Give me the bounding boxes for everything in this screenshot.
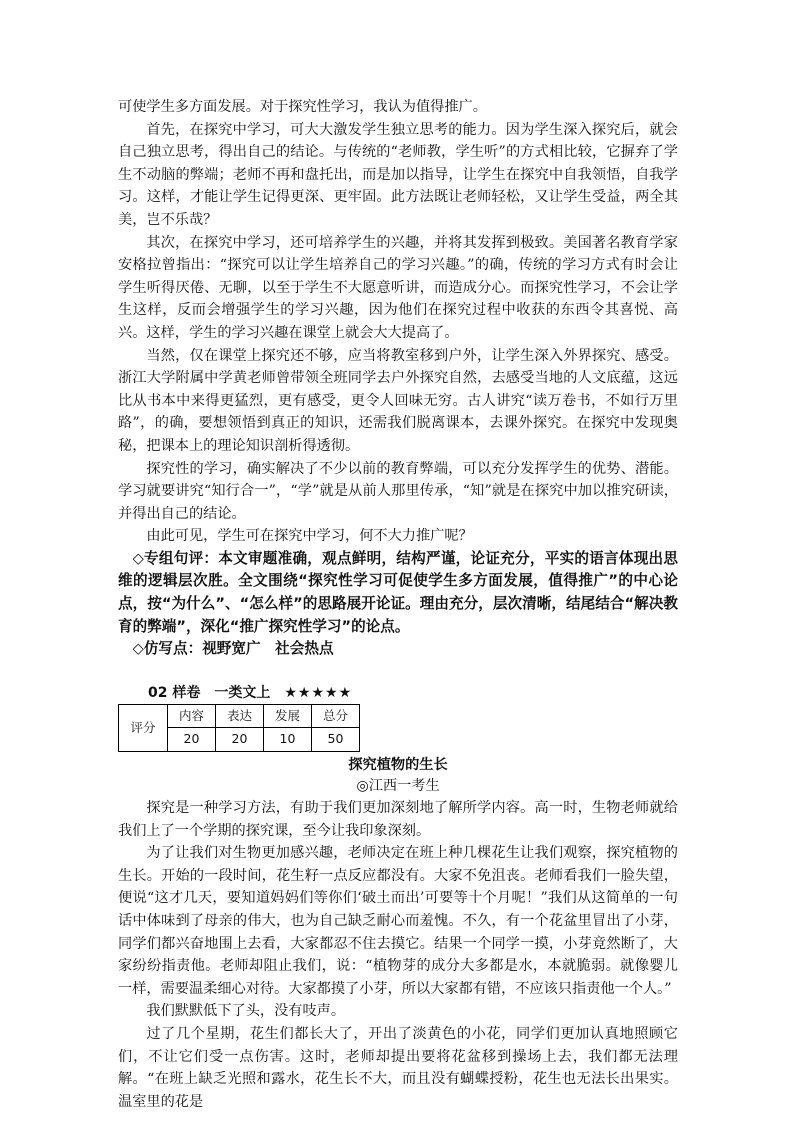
score-value-cell: 20 [168,728,216,752]
essay-one-paragraph: 当然，仅在课堂上探究还不够，应当将教室移到户外，让学生深入外界探究、感受。浙江大学附属中学黄老师曾带领全班同学去户外探究自然，去感受当地的人文底蕴，这远比从书本中来得更猛烈，更有感受，更令人回味无穷。古人讲究“读万卷书，不如行万里路”，的确，要想领悟到真正的知识，还需我们脱离课本，去课外探究。在探究中发现奥秘，把课本上的理论知识剖析得透彻。 [118,347,678,454]
score-value-cell: 20 [216,728,264,752]
score-header-cell: 表达 [216,704,264,728]
score-value-cell: 50 [312,728,360,752]
essay-one-paragraph: 由此可见，学生可在探究中学习，何不大力推广呢？ [146,528,473,545]
sample-label: 02 样卷 一类文上 [148,684,271,701]
essay-two-paragraph: 探究是一种学习方法，有助于我们更加深刻地了解所学内容。高一时，生物老师就给我们上了一个学期的探究课，至今让我印象深刻。 [118,800,678,839]
essay-one-paragraph: 可使学生多方面发展。对于探究性学习，我认为值得推广。 [118,99,487,115]
essay-two-paragraph: 为了让我们对生物更加感兴趣，老师决定在班上种几棵花生让我们观察，探究植物的生长。开始的一段时间，花生籽一点反应都没有。大家不免沮丧。老师看我们一脸失望，便说“这才几天，要知道妈妈们等你们‘破土而出’可要等十个月呢！”我们从这简单的一句话中体味到了母亲的伟大，也为自己缺乏耐心而羞愧。不久，有一个花盆里冒出了小芽，同学们都兴奋地围上去看，大家都忍不住去摸它。结果一个同学一摸，小芽竟然断了，大家纷纷指责他。老师却阻止我们，说：“植物芽的成分大多都是水，本就脆弱。就像婴儿一样，需要温柔细心对待。大家都摸了小芽，所以大家都有错，不应该只指责他一个人。” [118,845,678,997]
score-table [118,704,360,752]
essay-two [118,797,678,1113]
score-value-cell: 10 [264,728,312,752]
score-table-header-row [119,704,360,728]
essay-one [118,96,678,548]
sample-heading [118,683,678,703]
critique-comment: ◇专组句评：本文审题准确，观点鲜明，结构严谨，论证充分，平实的语言体现出思维的逻辑层次胜。全文围绕“探究性学习可促使学生多方面发展，值得推广”的中心论点，按“为什么”、“怎么样”的思路展开论证。理由充分，层次清晰，结尾结合“解决教育的弊端”，深化“推广探究性学习”的论点。 [118,549,678,635]
score-row-label: 评分 [119,704,168,751]
essay-two-author: ◎江西一考生 [356,778,440,795]
essay-one-paragraph: 探究性的学习，确实解决了不少以前的教育弊端，可以充分发挥学生的优势、潜能。学习就要讲究“知行合一”，“学”就是从前人那里传承，“知”就是在探究中加以推究研读，并得出自己的结论。 [118,460,678,522]
essay-two-paragraph: 过了几个星期，花生们都长大了，开出了淡黄色的小花，同学们更加认真地照顾它们，不让它们受一点伤害。这时，老师却提出要将花盆移到操场上去，我们都无法理解。“在班上缺乏光照和露水，花生长不大，而且没有蝴蝶授粉，花生也无法长出果实。温室里的花是 [118,1025,678,1110]
document-page [118,96,678,1113]
essay-two-paragraph: 我们默默低下了头，没有吱声。 [146,1003,346,1020]
essay-one-paragraph: 其次，在探究中学习，还可培养学生的兴趣，并将其发挥到极致。美国著名教育学家安格拉曾指出：“探究可以让学生培养自己的学习兴趣。”的确，传统的学习方式有时会让学生听得厌倦、无聊，以至于学生不大愿意听讲，而造成分心。而探究性学习，不会让学生这样，反而会增强学生的学习兴趣，因为他们在探究过程中收获的东西令其喜悦、高兴。这样，学生的学习兴趣在课堂上就会大大提高了。 [118,234,678,341]
star-rating: ★★★★★ [284,684,353,701]
score-header-cell: 发展 [264,704,312,728]
score-header-cell: 总分 [312,704,360,728]
essay-two-title: 探究植物的生长 [348,757,448,774]
score-header-cell: 内容 [168,704,216,728]
imitation-point: ◇仿写点：视野宽广 社会热点 [132,640,334,658]
essay-one-paragraph: 首先，在探究中学习，可大大激发学生独立思考的能力。因为学生深入探究后，就会自己独立思考，得出自己的结论。与传统的“老师教，学生听”的方式相比较，它摒弃了学生不动脑的弊端；老师不再和盘托出，而是加以指导，让学生在探究中自我领悟，自我学习。这样，才能让学生记得更深、更牢固。此方法既让老师轻松，又让学生受益，两全其美，岂不乐哉？ [118,121,678,228]
